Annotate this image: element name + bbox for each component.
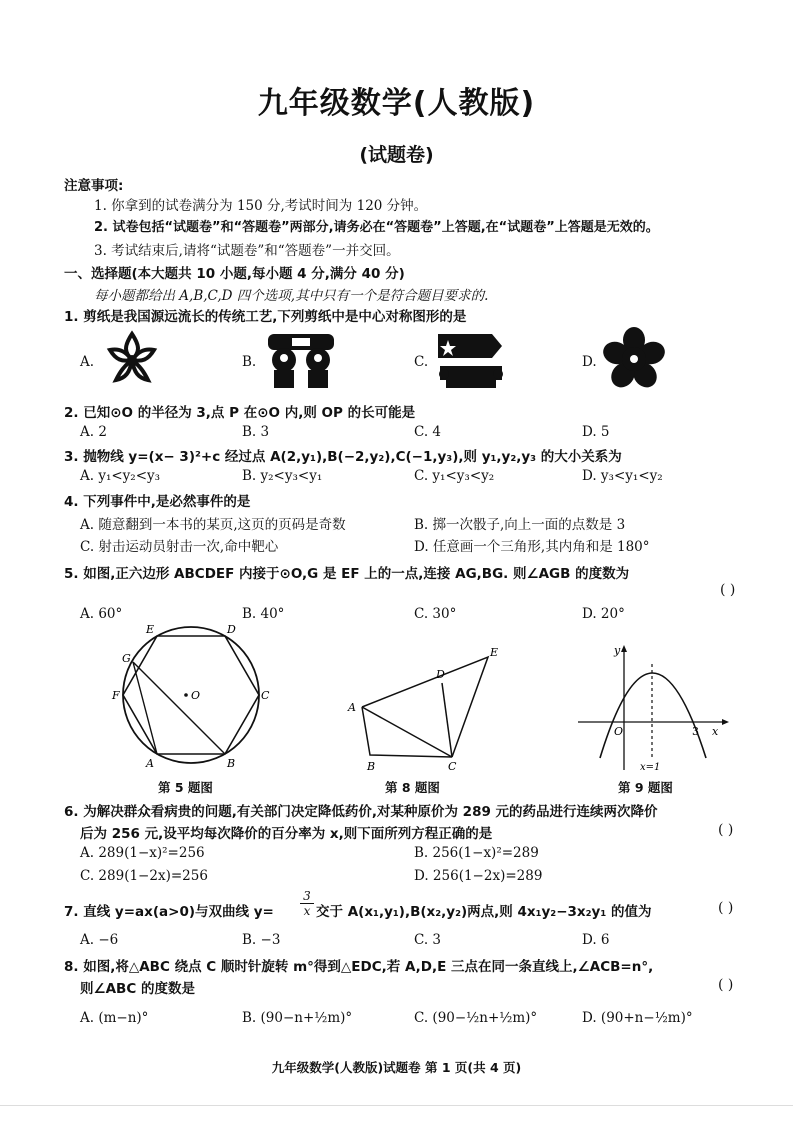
q5-option-b: B. 40°: [242, 606, 285, 622]
figure-8-caption: 第 8 题图: [385, 780, 440, 795]
fig5-label-e: E: [146, 623, 155, 636]
q7-option-c: C. 3: [414, 932, 442, 948]
q6-stem-line1: 6. 为解决群众看病贵的问题,有关部门决定降低药价,对某种原价为 289 元的药品进行连续两次降价: [64, 804, 658, 820]
fig8-label-e: E: [490, 646, 499, 659]
fig5-label-g: G: [122, 652, 131, 665]
q8-stem-line2: 则∠ABC 的度数是: [80, 981, 195, 997]
q7-stem-a: 7. 直线 y=ax(a>0)与双曲线 y=: [64, 904, 274, 920]
q3-option-d: D. y₃<y₁<y₂: [582, 468, 663, 484]
q7-fraction: [300, 889, 314, 918]
papercut-flag-icon: [432, 328, 510, 394]
fig5-label-c: C: [261, 689, 270, 702]
papercut-flower-icon: [104, 330, 160, 390]
q8-stem-line1: 8. 如图,将△ABC 绕点 C 顺时针旋转 m°得到△EDC,若 A,D,E 三点在同一条直线上,∠ACB=n°,: [64, 959, 654, 975]
fig8-label-b: B: [367, 760, 376, 773]
q2-option-b: B. 3: [242, 424, 270, 440]
q3-option-a: A. y₁<y₂<y₃: [80, 468, 161, 484]
q1-option-a: A.: [80, 354, 95, 370]
fig9-label-o: O: [614, 725, 624, 738]
q5-option-d: D. 20°: [582, 606, 625, 622]
notice-item-3: 3. 考试结束后,请将“试题卷”和“答题卷”一并交回。: [94, 243, 400, 259]
figure-5-caption: 第 5 题图: [158, 780, 213, 795]
q2-option-a: A. 2: [80, 424, 107, 440]
q4-option-a: A. 随意翻到一本书的某页,这页的页码是奇数: [80, 517, 346, 533]
q7-fraction-numerator: 3: [300, 889, 314, 904]
q5-option-c: C. 30°: [414, 606, 457, 622]
fig9-label-3: 3: [692, 725, 699, 738]
fig5-label-o: O: [191, 689, 201, 702]
fig5-label-d: D: [227, 623, 236, 636]
q5-option-a: A. 60°: [80, 606, 123, 622]
notice-item-1: 1. 你拿到的试卷满分为 150 分,考试时间为 120 分钟。: [94, 198, 428, 214]
fig9-label-axis: x=1: [640, 762, 661, 773]
q3-option-b: B. y₂<y₃<y₁: [242, 468, 323, 484]
figure-5-hexagon-circle: [106, 622, 286, 772]
page-subtitle: (试题卷): [359, 144, 434, 166]
q6-stem-line2: 后为 256 元,设平均每次降价的百分率为 x,则下面所列方程正确的是: [80, 826, 493, 842]
fig5-label-b: B: [227, 757, 236, 770]
q4-option-c: C. 射击运动员射击一次,命中靶心: [80, 539, 279, 555]
q1-stem: 1. 剪纸是我国源远流长的传统工艺,下列剪纸中是中心对称图形的是: [64, 309, 467, 325]
q2-option-c: C. 4: [414, 424, 442, 440]
q6-option-c: C. 289(1−2x)=256: [80, 868, 208, 884]
q6-option-b: B. 256(1−x)²=289: [414, 845, 539, 861]
fig8-label-d: D: [436, 668, 445, 681]
q2-stem: 2. 已知⊙O 的半径为 3,点 P 在⊙O 内,则 OP 的长可能是: [64, 405, 416, 421]
q8-option-d: D. (90+n−½m)°: [582, 1010, 693, 1026]
papercut-blossom-icon: [602, 326, 666, 392]
q3-stem: 3. 抛物线 y=(x− 3)²+c 经过点 A(2,y₁),B(−2,y₂),C(−1,y₃),则 y₁,y₂,y₃ 的大小关系为: [64, 449, 622, 465]
q6-answer-bracket: ( ): [718, 822, 734, 838]
figure-9-parabola: [574, 640, 734, 774]
fig9-label-y: y: [614, 644, 621, 657]
q7-option-a: A. −6: [80, 932, 119, 948]
fig5-label-a: A: [146, 757, 154, 770]
section-heading: 一、选择题(本大题共 10 小题,每小题 4 分,满分 40 分): [64, 266, 405, 282]
fig9-label-x: x: [712, 725, 719, 738]
notice-heading: 注意事项:: [64, 178, 124, 194]
q4-option-b: B. 掷一次骰子,向上一面的点数是 3: [414, 517, 626, 533]
fig8-label-a: A: [348, 701, 356, 714]
figure-8-triangles: [340, 640, 510, 774]
q1-option-c: C.: [414, 354, 429, 370]
notice-item-2: 2. 试卷包括“试题卷”和“答题卷”两部分,请务必在“答题卷”上答题,在“试题卷”上答题是无效的。: [94, 220, 659, 235]
q1-option-d: D.: [582, 354, 597, 370]
q6-option-a: A. 289(1−x)²=256: [80, 845, 205, 861]
page-footer: 九年级数学(人教版)试题卷 第 1 页(共 4 页): [271, 1060, 522, 1075]
q8-option-c: C. (90−½n+½m)°: [414, 1010, 538, 1026]
q7-option-b: B. −3: [242, 932, 281, 948]
q7-option-d: D. 6: [582, 932, 610, 948]
q6-option-d: D. 256(1−2x)=289: [414, 868, 543, 884]
q2-option-d: D. 5: [582, 424, 610, 440]
fig5-label-f: F: [112, 689, 120, 702]
figure-9-caption: 第 9 题图: [618, 780, 673, 795]
page-title: 九年级数学(人教版): [257, 86, 536, 121]
q7-fraction-denominator: x: [303, 904, 311, 918]
q8-option-b: B. (90−n+½m)°: [242, 1010, 353, 1026]
q8-answer-bracket: ( ): [718, 977, 734, 993]
q7-stem-b: 交于 A(x₁,y₁),B(x₂,y₂)两点,则 4x₁y₂−3x₂y₁ 的值为: [316, 904, 652, 920]
q4-option-d: D. 任意画一个三角形,其内角和是 180°: [414, 539, 650, 555]
section-instruction: 每小题都给出 A,B,C,D 四个选项,其中只有一个是符合题目要求的.: [94, 288, 489, 304]
q8-option-a: A. (m−n)°: [80, 1010, 149, 1026]
q5-answer-bracket: ( ): [720, 582, 736, 598]
q7-answer-bracket: ( ): [718, 900, 734, 916]
papercut-lions-icon: [262, 328, 340, 394]
q4-stem: 4. 下列事件中,是必然事件的是: [64, 494, 251, 510]
bottom-divider: [0, 1105, 793, 1106]
fig8-label-c: C: [448, 760, 457, 773]
q5-stem: 5. 如图,正六边形 ABCDEF 内接于⊙O,G 是 EF 上的一点,连接 AG,BG. 则∠AGB 的度数为: [64, 566, 630, 582]
q3-option-c: C. y₁<y₃<y₂: [414, 468, 495, 484]
q1-option-b: B.: [242, 354, 257, 370]
